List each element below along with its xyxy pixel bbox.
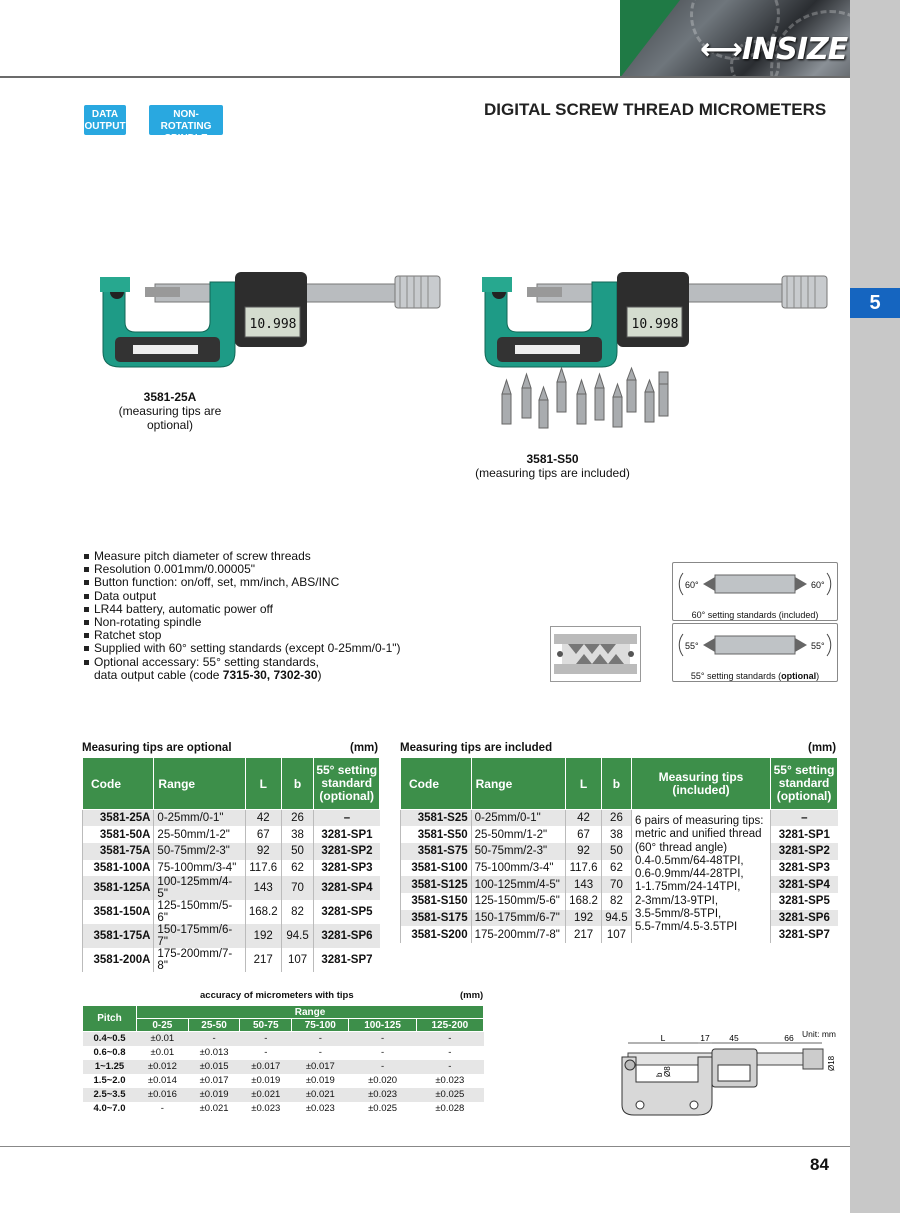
cell-b: 50 bbox=[601, 843, 631, 860]
cell-range: 125-150mm/5-6" bbox=[154, 900, 245, 924]
product-caption-3581-s50: 3581-S50 (measuring tips are included) bbox=[475, 452, 630, 480]
measuring-tips-line: 2-3mm/13-9TPI, bbox=[634, 894, 719, 907]
cell-b: 62 bbox=[601, 860, 631, 877]
cell-code: 3581-75A bbox=[83, 843, 154, 860]
cell-setting-standard: 3281-SP7 bbox=[771, 926, 838, 943]
cell-range: 100-125mm/4-5" bbox=[154, 876, 245, 900]
cell-setting-standard: 3281-SP3 bbox=[314, 860, 380, 877]
feature-item: Ratchet stop bbox=[84, 629, 401, 642]
measuring-tips-line: 6 pairs of measuring tips: bbox=[634, 815, 764, 827]
col-l: L bbox=[566, 758, 602, 810]
cell-pitch: 4.0~7.0 bbox=[83, 1102, 137, 1116]
table-row bbox=[83, 924, 380, 948]
micrometer-3581-25a-image bbox=[95, 262, 445, 377]
measuring-tips-line: 1-1.75mm/24-14TPI, bbox=[634, 881, 741, 894]
cell-accuracy: ±0.01 bbox=[137, 1046, 189, 1060]
cell-accuracy: - bbox=[292, 1032, 349, 1046]
table-row bbox=[83, 900, 380, 924]
cell-accuracy: - bbox=[416, 1032, 483, 1046]
cell-l: 217 bbox=[566, 926, 602, 943]
feature-item: LR44 battery, automatic power off bbox=[84, 603, 401, 616]
table-row bbox=[83, 948, 380, 972]
svg-text:Ø8: Ø8 bbox=[663, 1066, 672, 1077]
cell-accuracy: ±0.012 bbox=[137, 1060, 189, 1074]
cell-accuracy: - bbox=[416, 1060, 483, 1074]
cell-l: 168.2 bbox=[566, 893, 602, 910]
table-optional bbox=[82, 757, 380, 972]
setting-standard-55-caption: 55° setting standards (optional) bbox=[690, 671, 820, 681]
cell-accuracy: - bbox=[349, 1046, 416, 1060]
feature-item-continuation: data output cable (code 7315-30, 7302-30) bbox=[94, 667, 322, 682]
table-row bbox=[83, 810, 380, 827]
col-b: b bbox=[601, 758, 631, 810]
cell-range: 150-175mm/6-7" bbox=[154, 924, 245, 948]
cell-range: 0-25mm/0-1" bbox=[471, 810, 566, 827]
cell-b: 94.5 bbox=[601, 910, 631, 927]
cell-accuracy: ±0.017 bbox=[188, 1074, 240, 1088]
table-row bbox=[83, 1074, 484, 1088]
cell-pitch: 2.5~3.5 bbox=[83, 1088, 137, 1102]
table-row bbox=[83, 1046, 484, 1060]
cell-accuracy: ±0.016 bbox=[137, 1088, 189, 1102]
cell-code: 3581-50A bbox=[83, 826, 154, 843]
cell-range: 125-150mm/5-6" bbox=[471, 893, 566, 910]
cell-code: 3581-125A bbox=[83, 876, 154, 900]
page-number: 84 bbox=[810, 1155, 829, 1174]
cell-l: 192 bbox=[566, 910, 602, 927]
cell-setting-standard: 3281-SP4 bbox=[771, 876, 838, 893]
table-row bbox=[401, 926, 838, 943]
col-range-value: 125-200 bbox=[416, 1019, 483, 1032]
cell-setting-standard: 3281-SP6 bbox=[771, 910, 838, 927]
table-row bbox=[401, 893, 838, 910]
cell-accuracy: - bbox=[188, 1032, 240, 1046]
cell-accuracy: ±0.014 bbox=[137, 1074, 189, 1088]
cell-range: 25-50mm/1-2" bbox=[471, 826, 566, 843]
table-row bbox=[83, 843, 380, 860]
cell-code: 3581-100A bbox=[83, 860, 154, 877]
cell-accuracy: ±0.028 bbox=[416, 1102, 483, 1116]
col-range-value: 100-125 bbox=[349, 1019, 416, 1032]
cell-range: 100-125mm/4-5" bbox=[471, 876, 566, 893]
col-l: L bbox=[245, 758, 281, 810]
table-row bbox=[401, 910, 838, 927]
cell-accuracy: ±0.019 bbox=[188, 1088, 240, 1102]
cell-b: 26 bbox=[601, 810, 631, 827]
measuring-tips-line: 0.4-0.5mm/64-48TPI, bbox=[634, 854, 744, 867]
cell-pitch: 1~1.25 bbox=[83, 1060, 137, 1074]
cell-b: 70 bbox=[601, 876, 631, 893]
col-setting-standard: 55° setting standard (optional) bbox=[314, 758, 380, 810]
cell-code: 3581-175A bbox=[83, 924, 154, 948]
accuracy-unit: (mm) bbox=[460, 990, 484, 1001]
cell-code: 3581-S75 bbox=[401, 843, 472, 860]
cell-range: 50-75mm/2-3" bbox=[471, 843, 566, 860]
cell-code: 3581-S125 bbox=[401, 876, 472, 893]
cell-b: 82 bbox=[281, 900, 314, 924]
cell-accuracy: ±0.01 bbox=[137, 1032, 189, 1046]
cell-code: 3581-25A bbox=[83, 810, 154, 827]
table-row bbox=[401, 843, 838, 860]
col-range-value: 75-100 bbox=[292, 1019, 349, 1032]
cell-range: 75-100mm/3-4" bbox=[154, 860, 245, 877]
svg-text:55°: 55° bbox=[685, 641, 699, 651]
cell-accuracy: ±0.017 bbox=[240, 1060, 292, 1074]
feature-item: Measure pitch diameter of screw threads bbox=[84, 550, 401, 563]
micrometer-3581-s50-image bbox=[477, 262, 832, 442]
thread-cross-section-illustration bbox=[550, 626, 641, 682]
cell-range: 0-25mm/0-1" bbox=[154, 810, 245, 827]
cell-accuracy: ±0.021 bbox=[240, 1088, 292, 1102]
cell-accuracy: - bbox=[416, 1046, 483, 1060]
cell-setting-standard: 3281-SP7 bbox=[314, 948, 380, 972]
feature-item: Resolution 0.001mm/0.00005" bbox=[84, 563, 401, 576]
table-row bbox=[401, 810, 838, 827]
cell-range: 175-200mm/7-8" bbox=[154, 948, 245, 972]
cell-setting-standard: 3281-SP5 bbox=[771, 893, 838, 910]
cell-l: 143 bbox=[245, 876, 281, 900]
cell-code: 3581-S200 bbox=[401, 926, 472, 943]
cell-pitch: 0.4~0.5 bbox=[83, 1032, 137, 1046]
cell-setting-standard: 3281-SP6 bbox=[314, 924, 380, 948]
sidebar bbox=[850, 0, 900, 1213]
svg-text:L: L bbox=[660, 1033, 666, 1043]
measuring-tips-line: 3.5-5mm/8-5TPI, bbox=[634, 908, 722, 921]
product-caption-3581-25a: 3581-25A (measuring tips are optional) bbox=[118, 390, 222, 432]
cell-l: 42 bbox=[566, 810, 602, 827]
table-optional-unit: (mm) bbox=[350, 742, 379, 754]
col-range: Range bbox=[471, 758, 566, 810]
cell-code: 3581-S50 bbox=[401, 826, 472, 843]
cell-l: 67 bbox=[566, 826, 602, 843]
svg-text:Unit: mm: Unit: mm bbox=[802, 1029, 836, 1039]
lcd-readout: 10.998 bbox=[249, 317, 297, 332]
setting-standard-60-box bbox=[672, 562, 838, 621]
cell-setting-standard: 3281-SP1 bbox=[314, 826, 380, 843]
feature-item: Data output bbox=[84, 590, 401, 603]
table-row bbox=[83, 826, 380, 843]
feature-item: Optional accessary: 55° setting standards, bbox=[84, 656, 401, 669]
cell-range: 50-75mm/2-3" bbox=[154, 843, 245, 860]
col-range-value: 25-50 bbox=[188, 1019, 240, 1032]
cell-l: 117.6 bbox=[566, 860, 602, 877]
cell-b: 107 bbox=[281, 948, 314, 972]
cell-accuracy: - bbox=[137, 1102, 189, 1116]
svg-text:60°: 60° bbox=[685, 580, 699, 590]
cell-accuracy: - bbox=[240, 1046, 292, 1060]
cell-b: 70 bbox=[281, 876, 314, 900]
measuring-tips-line: 0.6-0.9mm/44-28TPI, bbox=[634, 868, 744, 881]
col-setting-standard: 55° setting standard (optional) bbox=[771, 758, 838, 810]
cell-range: 75-100mm/3-4" bbox=[471, 860, 566, 877]
lcd-readout: 10.998 bbox=[631, 317, 679, 332]
cell-l: 42 bbox=[245, 810, 281, 827]
col-code: Code bbox=[83, 758, 154, 810]
cell-accuracy: ±0.025 bbox=[349, 1102, 416, 1116]
svg-text:45: 45 bbox=[729, 1033, 739, 1043]
setting-standard-55-box bbox=[672, 623, 838, 682]
table-included bbox=[400, 757, 838, 943]
svg-text:66: 66 bbox=[784, 1033, 794, 1043]
cell-range: 150-175mm/6-7" bbox=[471, 910, 566, 927]
cell-accuracy: - bbox=[240, 1032, 292, 1046]
cell-code: 3581-200A bbox=[83, 948, 154, 972]
svg-text:Ø18: Ø18 bbox=[827, 1055, 836, 1071]
cell-accuracy: ±0.013 bbox=[188, 1046, 240, 1060]
setting-standard-60-caption: 60° setting standards (included) bbox=[691, 610, 819, 620]
cell-accuracy: ±0.017 bbox=[292, 1060, 349, 1074]
feature-item: Non-rotating spindle bbox=[84, 616, 401, 629]
cell-accuracy: ±0.025 bbox=[416, 1088, 483, 1102]
svg-text:60°: 60° bbox=[811, 580, 825, 590]
badge-non-rotating-spindle: NON-ROTATING SPINDLE bbox=[149, 105, 223, 135]
cell-setting-standard: 3281-SP5 bbox=[314, 900, 380, 924]
col-range-group: Range bbox=[137, 1006, 484, 1019]
cell-l: 67 bbox=[245, 826, 281, 843]
col-range-value: 50-75 bbox=[240, 1019, 292, 1032]
cell-b: 94.5 bbox=[281, 924, 314, 948]
feature-item: Button function: on/off, set, mm/inch, ABS/INC bbox=[84, 576, 401, 589]
col-range-value: 0-25 bbox=[137, 1019, 189, 1032]
cell-b: 62 bbox=[281, 860, 314, 877]
cell-accuracy: ±0.021 bbox=[188, 1102, 240, 1116]
cell-b: 38 bbox=[601, 826, 631, 843]
table-row bbox=[83, 1032, 484, 1046]
badge-data-output: DATA OUTPUT bbox=[84, 105, 126, 135]
cell-code: 3581-S100 bbox=[401, 860, 472, 877]
cell-code: 3581-150A bbox=[83, 900, 154, 924]
cell-accuracy: ±0.019 bbox=[240, 1074, 292, 1088]
cell-code: 3581-S25 bbox=[401, 810, 472, 827]
header-rule bbox=[0, 76, 850, 78]
cell-accuracy: - bbox=[349, 1032, 416, 1046]
cell-accuracy: ±0.020 bbox=[349, 1074, 416, 1088]
svg-text:55°: 55° bbox=[811, 641, 825, 651]
cell-setting-standard: – bbox=[314, 810, 380, 827]
table-row bbox=[83, 1102, 484, 1116]
col-measuring-tips: Measuring tips (included) bbox=[631, 758, 770, 810]
col-b: b bbox=[281, 758, 314, 810]
cell-setting-standard: 3281-SP2 bbox=[771, 843, 838, 860]
cell-l: 92 bbox=[566, 843, 602, 860]
cell-setting-standard: 3281-SP1 bbox=[771, 826, 838, 843]
page-title: DIGITAL SCREW THREAD MICROMETERS bbox=[484, 100, 827, 119]
measuring-tips-line: (60° thread angle) bbox=[634, 841, 728, 854]
cell-code: 3581-S150 bbox=[401, 893, 472, 910]
cell-setting-standard: 3281-SP4 bbox=[314, 876, 380, 900]
cell-l: 217 bbox=[245, 948, 281, 972]
cell-b: 38 bbox=[281, 826, 314, 843]
cell-b: 26 bbox=[281, 810, 314, 827]
feature-item: Supplied with 60° setting standards (except 0-25mm/0-1") bbox=[84, 642, 401, 655]
cell-accuracy: - bbox=[292, 1046, 349, 1060]
table-row bbox=[401, 860, 838, 877]
cell-accuracy: ±0.023 bbox=[240, 1102, 292, 1116]
cell-pitch: 1.5~2.0 bbox=[83, 1074, 137, 1088]
table-row bbox=[83, 876, 380, 900]
cell-l: 117.6 bbox=[245, 860, 281, 877]
table-row bbox=[83, 1060, 484, 1074]
cell-range: 175-200mm/7-8" bbox=[471, 926, 566, 943]
cell-setting-standard: 3281-SP2 bbox=[314, 843, 380, 860]
feature-list bbox=[84, 550, 401, 682]
table-row bbox=[83, 1088, 484, 1102]
cell-b: 50 bbox=[281, 843, 314, 860]
cell-accuracy: - bbox=[349, 1060, 416, 1074]
cell-range: 25-50mm/1-2" bbox=[154, 826, 245, 843]
measuring-tips-line: 5.5-7mm/4.5-3.5TPI bbox=[634, 921, 738, 934]
cell-code: 3581-S175 bbox=[401, 910, 472, 927]
table-included-title: Measuring tips are included bbox=[400, 742, 553, 754]
measuring-tips-line: metric and unified thread bbox=[634, 828, 762, 841]
accuracy-title: accuracy of micrometers with tips bbox=[200, 990, 354, 1001]
table-row bbox=[83, 860, 380, 877]
cell-setting-standard: – bbox=[771, 810, 838, 827]
cell-accuracy: ±0.023 bbox=[416, 1074, 483, 1088]
cell-b: 107 bbox=[601, 926, 631, 943]
table-included-unit: (mm) bbox=[808, 742, 837, 754]
table-optional-title: Measuring tips are optional bbox=[82, 742, 232, 754]
cell-l: 192 bbox=[245, 924, 281, 948]
cell-setting-standard: 3281-SP3 bbox=[771, 860, 838, 877]
cell-l: 168.2 bbox=[245, 900, 281, 924]
cell-pitch: 0.6~0.8 bbox=[83, 1046, 137, 1060]
accuracy-table bbox=[82, 1005, 484, 1116]
setting-standard-60-icon bbox=[673, 563, 837, 605]
cell-accuracy: ±0.015 bbox=[188, 1060, 240, 1074]
table-row bbox=[401, 826, 838, 843]
cell-measuring-tips bbox=[631, 810, 770, 944]
col-pitch: Pitch bbox=[83, 1006, 137, 1032]
col-range: Range bbox=[154, 758, 245, 810]
cell-l: 143 bbox=[566, 876, 602, 893]
svg-text:17: 17 bbox=[700, 1033, 710, 1043]
section-tab[interactable]: 5 bbox=[850, 288, 900, 318]
cell-accuracy: ±0.023 bbox=[292, 1102, 349, 1116]
cell-accuracy: ±0.021 bbox=[292, 1088, 349, 1102]
col-code: Code bbox=[401, 758, 472, 810]
cell-l: 92 bbox=[245, 843, 281, 860]
svg-text:b: b bbox=[655, 1072, 664, 1077]
footer-rule bbox=[0, 1146, 850, 1147]
cell-accuracy: ±0.023 bbox=[349, 1088, 416, 1102]
table-row bbox=[401, 876, 838, 893]
insize-logo: ⟷INSIZE bbox=[700, 32, 848, 67]
cell-b: 82 bbox=[601, 893, 631, 910]
cell-accuracy: ±0.019 bbox=[292, 1074, 349, 1088]
setting-standard-55-icon bbox=[673, 624, 837, 666]
dimension-drawing bbox=[608, 1027, 840, 1122]
